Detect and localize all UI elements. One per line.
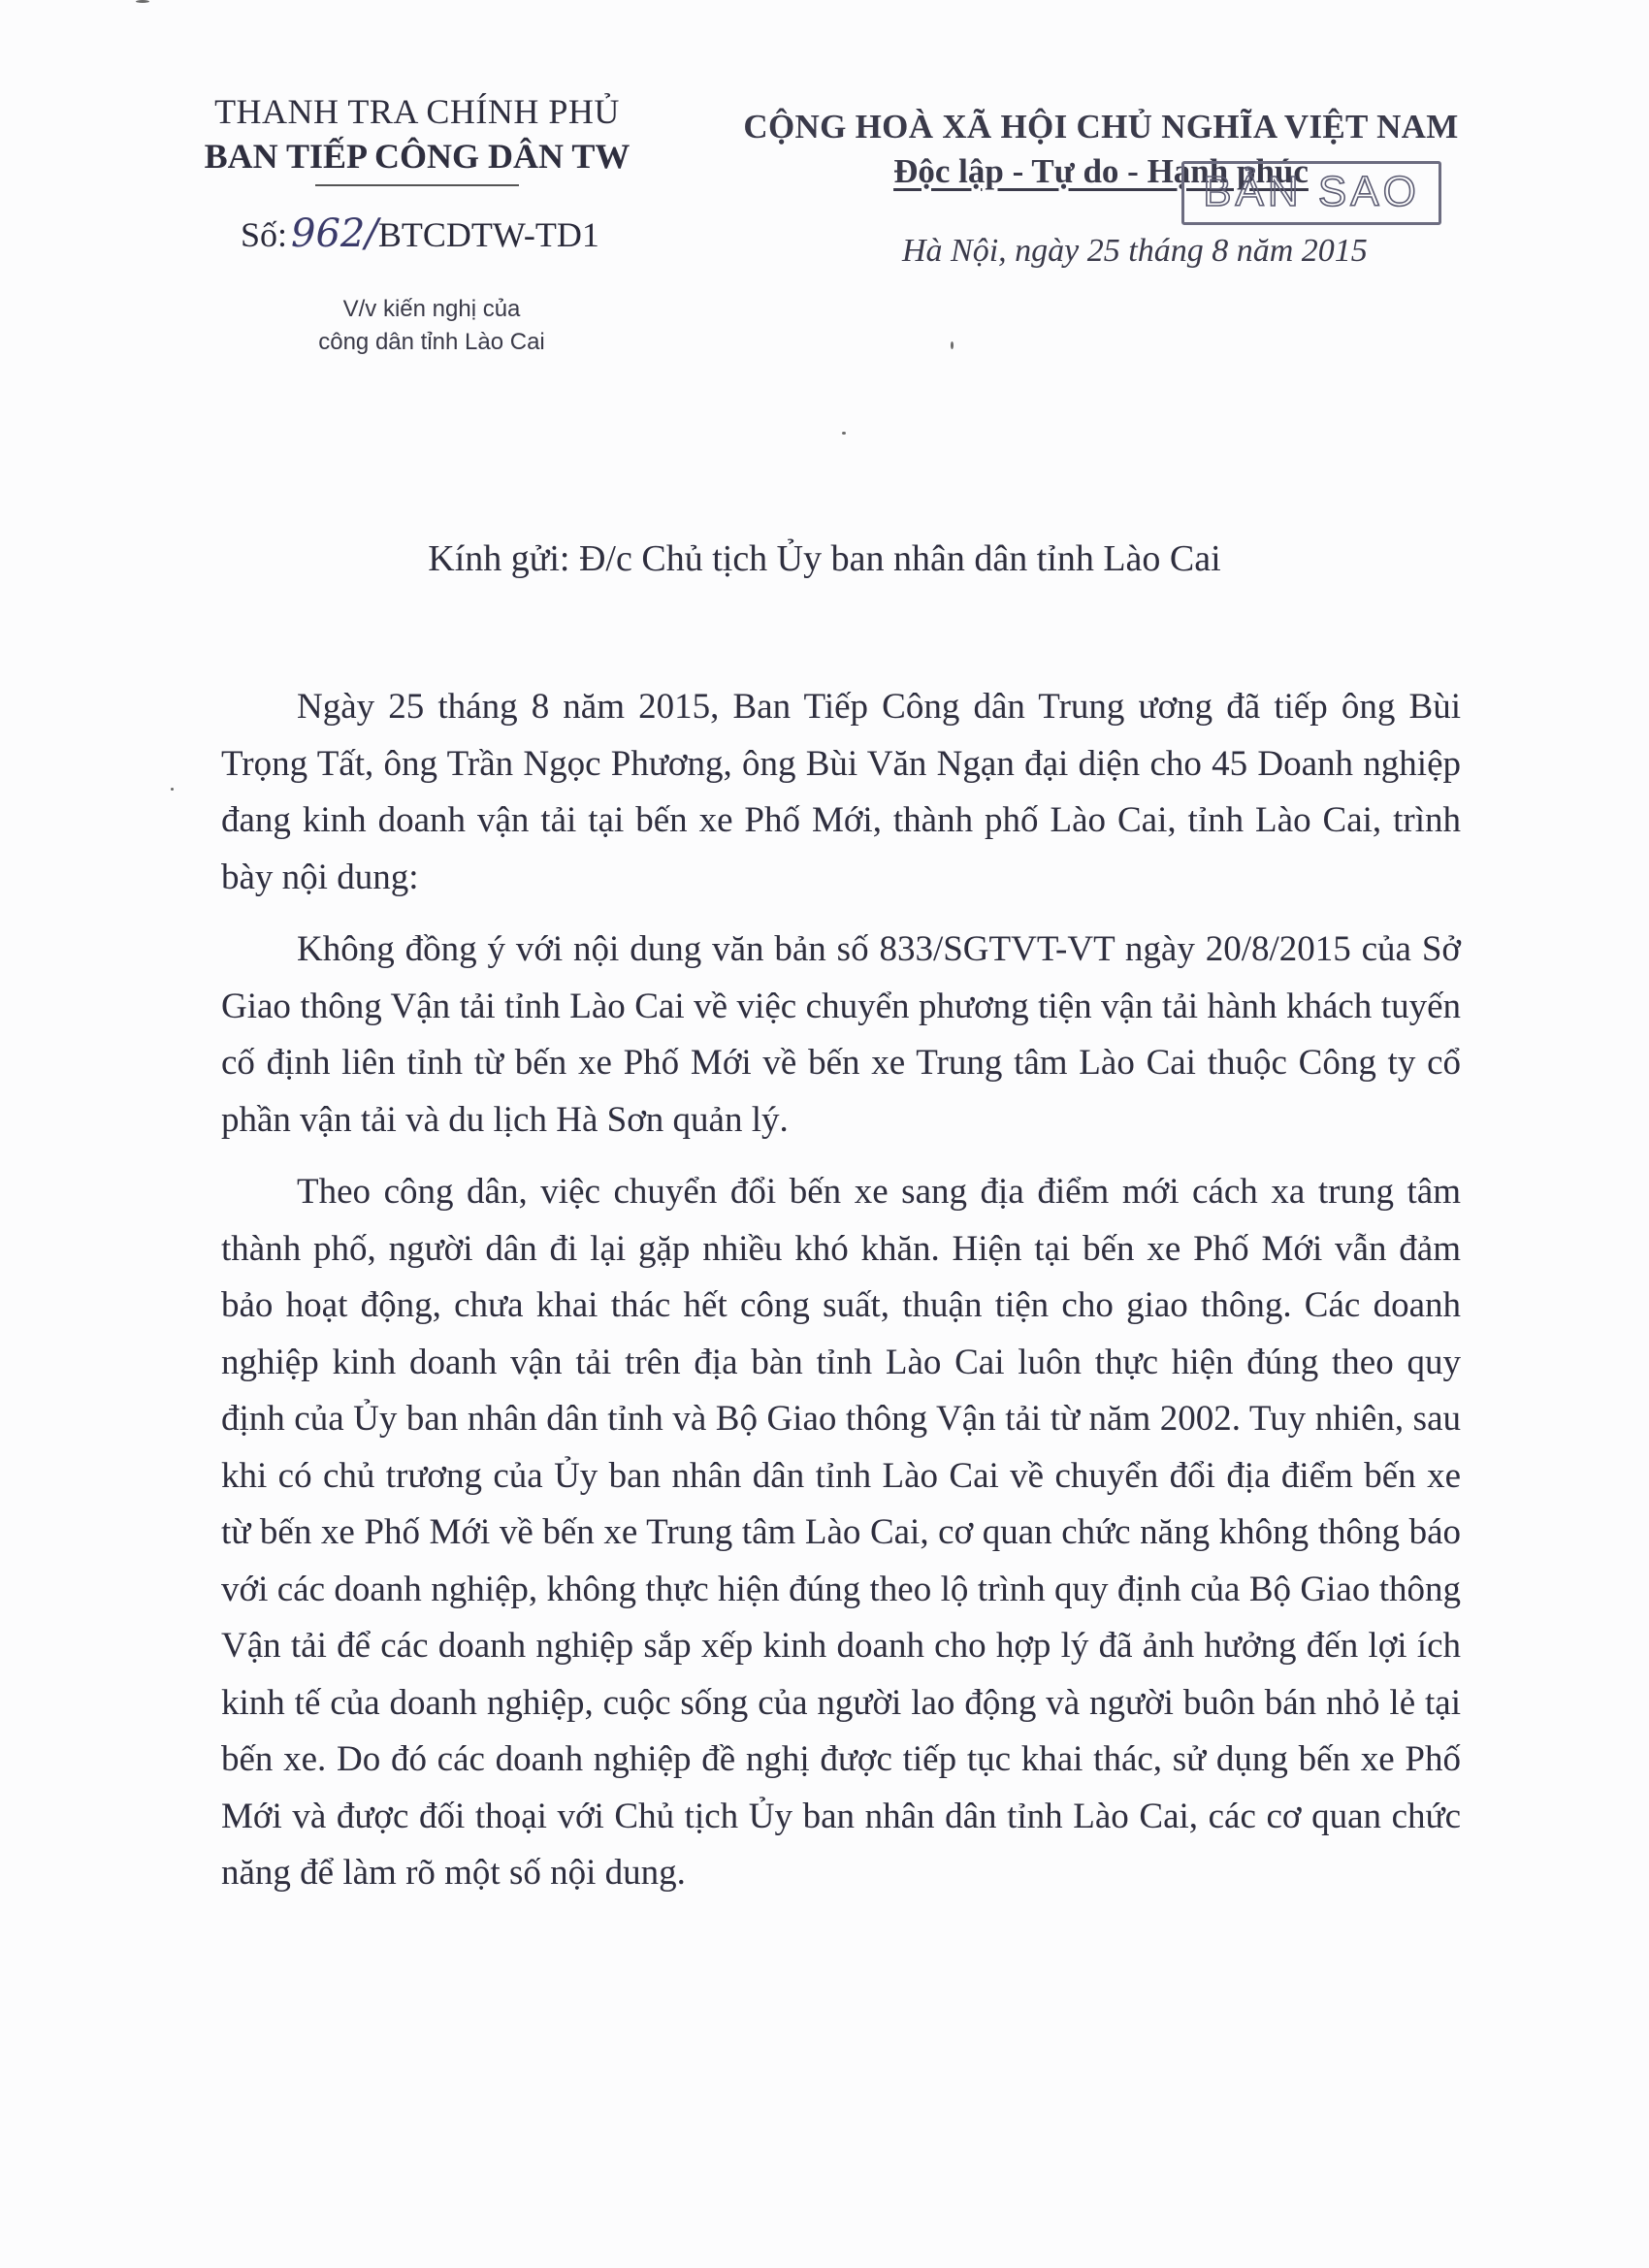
letter-body xyxy=(221,679,1461,1918)
office-name: BAN TIẾP CÔNG DÂN TW xyxy=(204,137,630,176)
national-motto: Độc lập - Tự do - Hạnh phúc xyxy=(893,152,1309,190)
agency-name: THANH TRA CHÍNH PHỦ xyxy=(214,92,620,131)
handwritten-number: 962/ xyxy=(291,211,378,256)
scan-speck xyxy=(842,432,846,435)
body-paragraph: Không đồng ý với nội dung văn bản số 833/SGTVT-VT ngày 20/8/2015 của Sở Giao thông Vận tải tỉnh Lào Cai về việc chuyển phương tiện vận tải hành khách tuyến cố định liên tỉnh từ bến xe Phố Mới về bến xe Trung tâm Lào Cai thuộc Công ty cổ phần vận tải và du lịch Hà Sơn quản lý. xyxy=(221,929,1461,1140)
scan-speck xyxy=(136,0,149,3)
agency-underline xyxy=(315,184,519,186)
subject-line-1: V/v kiến nghị của xyxy=(342,296,521,322)
body-paragraph: Ngày 25 tháng 8 năm 2015, Ban Tiếp Công dân Trung ương đã tiếp ông Bùi Trọng Tất, ông Trần Ngọc Phương, ông Bùi Văn Ngạn đại diện cho 45 Doanh nghiệp đang kinh doanh vận tải tại bến xe Phố Mới, thành phố Lào Cai, tỉnh Lào Cai, trình bày nội dung: xyxy=(221,687,1461,897)
document-number-prefix: Số: xyxy=(241,215,288,254)
body-paragraph: Theo công dân, việc chuyển đổi bến xe sang địa điểm mới cách xa trung tâm thành phố, người dân đi lại gặp nhiều khó khăn. Hiện tại bến xe Phố Mới vẫn đảm bảo hoạt động, chưa khai thác hết công suất, thuận tiện cho giao thông. Các doanh nghiệp kinh doanh vận tải trên địa bàn tỉnh Lào Cai luôn thực hiện đúng theo quy định của Ủy ban nhân dân tỉnh và Bộ Giao thông Vận tải từ năm 2002. Tuy nhiên, sau khi có chủ trương của Ủy ban nhân dân tỉnh Lào Cai về chuyển đổi địa điểm bến xe từ bến xe Phố Mới về bến xe Trung tâm Lào Cai, cơ quan chức năng không thông báo với các doanh nghiệp, không thực hiện đúng theo lộ trình quy định của Bộ Giao thông Vận tải để các doanh nghiệp sắp xếp kinh doanh cho hợp lý đã ảnh hưởng đến lợi ích kinh tế của doanh nghiệp, cuộc sống của người lao động và người buôn bán nhỏ lẻ tại bến xe. Do đó các doanh nghiệp đề nghị được tiếp tục khai thác, sử dụng bến xe Phố Mới và được đối thoại với Chủ tịch Ủy ban nhân dân tỉnh Lào Cai, các cơ quan chức năng để làm rõ một số nội dung. xyxy=(221,1172,1461,1893)
document-number xyxy=(241,211,599,256)
recipient-greeting: Kính gửi: Đ/c Chủ tịch Ủy ban nhân dân tỉnh Lào Cai xyxy=(428,538,1221,579)
scan-speck xyxy=(951,341,954,349)
national-title: CỘNG HOÀ XÃ HỘI CHỦ NGHĨA VIỆT NAM xyxy=(743,108,1459,146)
copy-stamp: BẢN SAO xyxy=(1181,161,1441,225)
place-date-line: Hà Nội, ngày 25 tháng 8 năm 2015 xyxy=(902,233,1368,269)
document-number-suffix: BTCDTW-TD1 xyxy=(377,215,599,254)
scan-speck xyxy=(171,788,174,791)
issuing-agency-block xyxy=(146,89,689,186)
subject-line-2: công dân tỉnh Lào Cai xyxy=(318,329,545,355)
subject-line xyxy=(252,293,611,359)
